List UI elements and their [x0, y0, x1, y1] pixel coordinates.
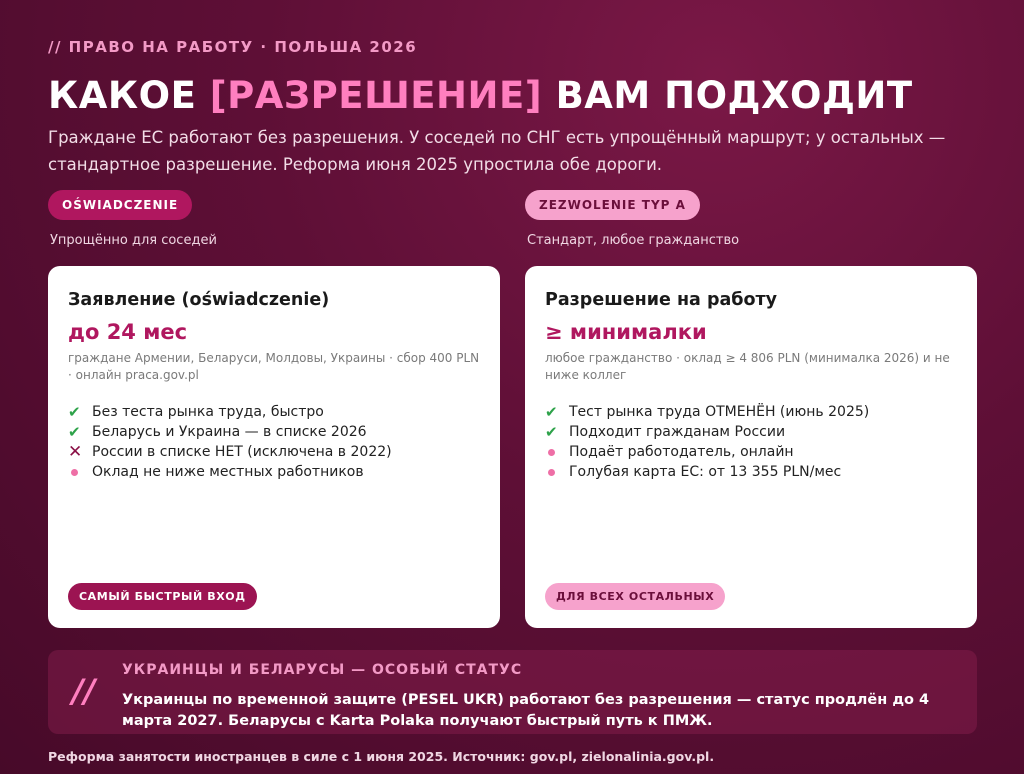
- subtitle-left: Упрощённо для соседей: [50, 233, 217, 248]
- slashes-icon: //: [72, 672, 96, 710]
- list-item: Подаёт работодатель, онлайн: [545, 442, 957, 462]
- cross-icon: ✕: [68, 442, 83, 462]
- list-item: ✔ Беларусь и Украина — в списке 2026: [68, 423, 367, 441]
- title-highlight: [РАЗРЕШЕНИЕ]: [209, 74, 543, 117]
- badge-fastest: САМЫЙ БЫСТРЫЙ ВХОД: [68, 583, 257, 610]
- callout-title: УКРАИНЦЫ И БЕЛАРУСЫ — ОСОБЫЙ СТАТУС: [122, 662, 523, 678]
- list-item: Оклад не ниже местных работников: [68, 462, 480, 482]
- list-item: ✕ России в списке НЕТ (исключена в 2022): [68, 442, 392, 462]
- check-icon: ✔: [545, 403, 558, 421]
- card-oswiadczenie: [48, 266, 500, 628]
- lead-text: Граждане ЕС работают без разрешения. У соседей по СНГ есть упрощённый маршрут; у остальных — стандартное разрешение. Реформа июня 2025 упростила обе дороги.: [48, 128, 946, 174]
- page-title: [48, 74, 913, 117]
- callout-text: Украинцы по временной защите (PESEL UKR) работают без разрешения — статус продлён до 4 марта 2027. Беларусы с Karta Polaka получают быстрый путь к ПМЖ.: [122, 692, 930, 729]
- pill-zezwolenie: ZEZWOLENIE TYP A: [525, 190, 700, 220]
- check-icon: ✔: [545, 423, 558, 441]
- check-icon: ✔: [68, 423, 81, 441]
- footer-source: Реформа занятости иностранцев в силе с 1 июня 2025. Источник: gov.pl, zielonalinia.gov.pl.: [48, 749, 715, 764]
- bullet-dot-icon: [545, 442, 569, 462]
- pill-oswiadczenie: OŚWIADCZENIE: [48, 190, 192, 220]
- kicker: // ПРАВО НА РАБОТУ · ПОЛЬША 2026: [48, 38, 418, 56]
- feature-list: [545, 402, 957, 482]
- feature-list: [68, 402, 480, 482]
- card-note: любое гражданство · оклад ≥ 4 806 PLN (минималка 2026) и не ниже коллег: [545, 351, 950, 382]
- bullet-dot-icon: [68, 462, 92, 482]
- special-status-callout: [48, 650, 977, 734]
- title-before: КАКОЕ: [48, 74, 210, 117]
- list-item: Голубая карта ЕС: от 13 355 PLN/мес: [545, 462, 957, 482]
- card-zezwolenie: [525, 266, 977, 628]
- subtitle-right: Стандарт, любое гражданство: [527, 233, 740, 248]
- list-item: ✔ Без теста рынка труда, быстро: [68, 403, 324, 421]
- check-icon: ✔: [68, 403, 81, 421]
- list-item: ✔ Подходит гражданам России: [545, 423, 786, 441]
- card-title: Заявление (oświadczenie): [68, 290, 330, 310]
- title-after: ВАМ ПОДХОДИТ: [542, 74, 913, 117]
- card-title: Разрешение на работу: [545, 290, 778, 310]
- card-highlight: до 24 мес: [68, 320, 188, 344]
- list-item: ✔ Тест рынка труда ОТМЕНЁН (июнь 2025): [545, 403, 870, 421]
- card-highlight: ≥ минималки: [545, 320, 707, 344]
- card-note: граждане Армении, Беларуси, Молдовы, Украины · сбор 400 PLN · онлайн praca.gov.pl: [68, 351, 480, 382]
- badge-others: ДЛЯ ВСЕХ ОСТАЛЬНЫХ: [545, 583, 725, 610]
- bullet-dot-icon: [545, 462, 569, 482]
